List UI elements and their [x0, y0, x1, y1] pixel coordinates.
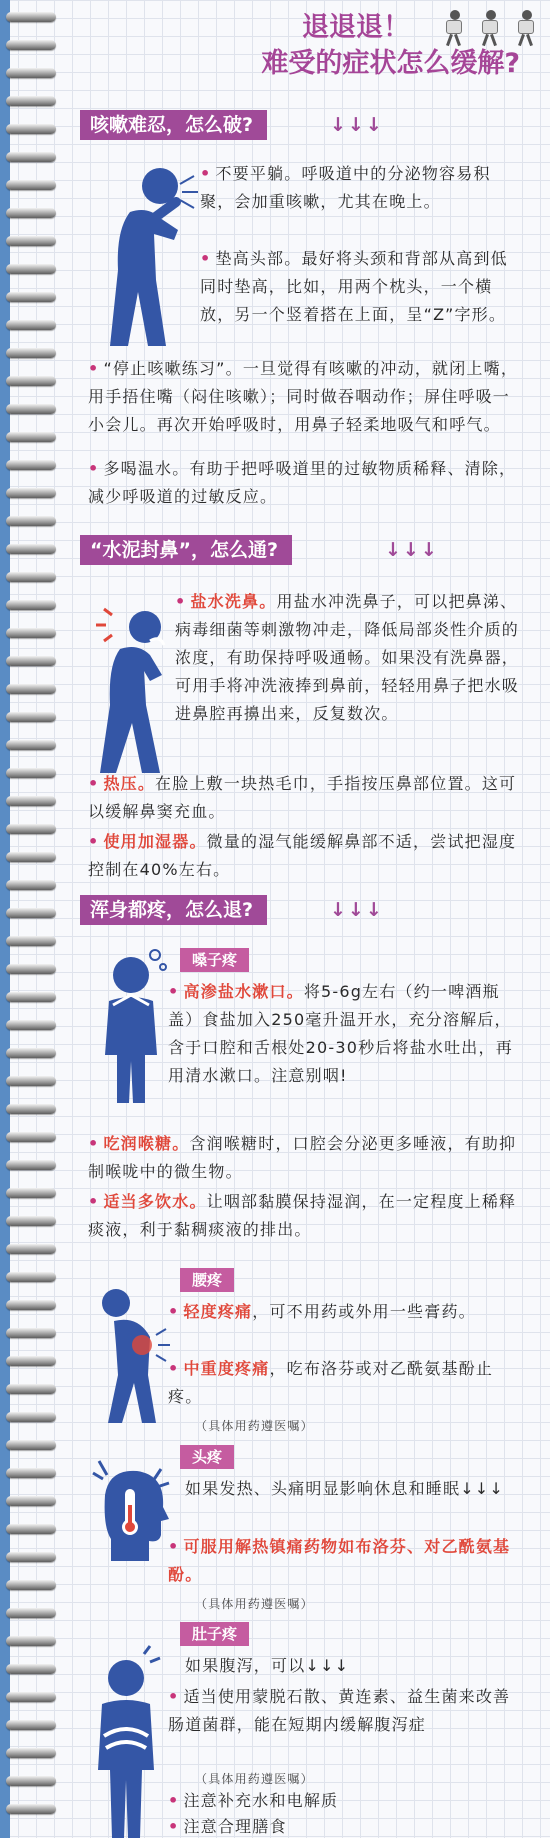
head-tip-medication-text: 可服用解热镇痛药物如布洛芬、对乙酰氨基酚。 — [168, 1537, 511, 1584]
throat-tip-saline-gargle-title: 高渗盐水漱口。 — [183, 982, 304, 1001]
throat-tip-saline-gargle: • 高渗盐水漱口。将5-6g左右（约一啤酒瓶盖）食盐加入250毫升温开水，充分溶解后，含于口腔和舌根处20-30秒后将盐水吐出，再用清水漱口。注意别咽! — [168, 982, 513, 1085]
binding-ring — [6, 432, 56, 442]
binding-ring — [6, 936, 56, 946]
subsection-label-throat: 嗓子疼 — [180, 948, 249, 972]
cough-tip-elevate-head: • 垫高头部。最好将头颈和背部从高到低同时垫高，比如，用两个枕头，一个横放，另一个竖着搭在上面，呈“Z”字形。 — [200, 249, 508, 324]
binding-ring — [6, 12, 56, 22]
throat-tip-drink-water-title: 适当多饮水。 — [103, 1192, 207, 1211]
binding-ring — [6, 1356, 56, 1366]
belly-medication-note: （具体用药遵医嘱） — [195, 1772, 314, 1786]
binding-ring — [6, 404, 56, 414]
cough-tip-warm-water-text: 多喝温水。有助于把呼吸道里的过敏物质稀释、清除，减少呼吸道的过敏反应。 — [88, 459, 517, 506]
runner-icon — [440, 10, 468, 46]
runner-icon — [512, 10, 540, 46]
blowing-nose-person-icon — [90, 605, 185, 775]
binding-ring — [6, 208, 56, 218]
nose-tip-saline-rinse-text: 用盐水冲洗鼻子，可以把鼻涕、病毒细菌等刺激物冲走，降低局部炎性介质的浓度，有助保持呼吸通畅。如果没有洗鼻器，可用手将冲洗液捧到鼻前，轻轻用鼻子把水吸进鼻腔再擤出来，反复数次。 — [175, 592, 520, 723]
binding-ring — [6, 1776, 56, 1786]
binding-ring — [6, 348, 56, 358]
binding-ring — [6, 460, 56, 470]
binding-ring — [6, 488, 56, 498]
binding-ring — [6, 96, 56, 106]
binding-ring — [6, 40, 56, 50]
belly-tip-diet: • 注意合理膳食 — [168, 1817, 287, 1836]
throat-tip-saline-gargle-text: 将5-6g左右（约一啤酒瓶盖）食盐加入250毫升温开水，充分溶解后，含于口腔和舌根处20-30秒后将盐水吐出，再用清水漱口。注意别咽! — [168, 982, 513, 1085]
binding-ring — [6, 1076, 56, 1086]
throat-tip-lozenge: • 吃润喉糖。含润喉糖时，口腔会分泌更多唾液，有助抑制喉咙中的微生物。 — [88, 1134, 517, 1181]
sore-throat-person-icon — [95, 945, 170, 1105]
throat-tip-drink-water-text: 让咽部黏膜保持湿润，在一定程度上稀释痰液，利于黏稠痰液的排出。 — [88, 1192, 517, 1239]
section-banner-cough: 咳嗽难忍，怎么破? — [80, 110, 267, 140]
binding-ring — [6, 1104, 56, 1114]
binding-ring — [6, 1524, 56, 1534]
back-tip-mild-text: ，可不用药或外用一些膏药。 — [252, 1302, 476, 1321]
down-arrows-icon: ↓↓↓ — [330, 899, 384, 921]
cough-tip-stop-practice-text: “停止咳嗽练习”。一旦觉得有咳嗽的冲动，就闭上嘴，用手捂住嘴（闷住咳嗽）；同时做吞咽动作；屏住呼吸一小会儿。再次开始呼吸时，用鼻子轻柔地吸气和呼气。 — [88, 359, 519, 434]
binding-ring — [6, 544, 56, 554]
binding-ring — [6, 68, 56, 78]
binding-ring — [6, 1608, 56, 1618]
binding-ring — [6, 1468, 56, 1478]
runner-icon — [476, 10, 504, 46]
nose-tip-humidifier-title: 使用加湿器。 — [103, 832, 207, 851]
binding-ring — [6, 768, 56, 778]
down-arrows-icon: ↓↓↓ — [385, 539, 439, 561]
belly-tip-diet-text: 注意合理膳食 — [183, 1817, 287, 1836]
title-line2: 难受的症状怎么缓解? — [261, 48, 520, 79]
head-tip-condition: 如果发热、头痛明显影响休息和睡眠↓↓↓ — [185, 1479, 505, 1498]
nose-tip-hot-compress-title: 热压。 — [103, 774, 156, 793]
subsection-label-back: 腰疼 — [180, 1268, 234, 1292]
belly-tip-hydration-text: 注意补充水和电解质 — [183, 1791, 339, 1810]
cough-tip-elevate-head-text: 垫高头部。最好将头颈和背部从高到低同时垫高，比如，用两个枕头，一个横放，另一个竖着搭在上面，呈“Z”字形。 — [200, 249, 508, 324]
binding-ring — [6, 1664, 56, 1674]
nose-tip-saline-rinse: • 盐水洗鼻。用盐水冲洗鼻子，可以把鼻涕、病毒细菌等刺激物冲走，降低局部炎性介质的浓度，有助保持呼吸通畅。如果没有洗鼻器，可用手将冲洗液捧到鼻前，轻轻用鼻子把水吸进鼻腔再擤出来，反复数次。 — [175, 592, 520, 723]
binding-ring — [6, 1048, 56, 1058]
head-tip-medication: • 可服用解热镇痛药物如布洛芬、对乙酰氨基酚。 — [168, 1537, 511, 1584]
title-line1: 退退退！ — [302, 12, 410, 43]
binding-ring — [6, 1748, 56, 1758]
binding-ring — [6, 1384, 56, 1394]
binding-ring — [6, 1188, 56, 1198]
binding-ring — [6, 320, 56, 330]
belly-tip-medication-text: 适当使用蒙脱石散、黄连素、益生菌来改善肠道菌群，能在短期内缓解腹泻症 — [168, 1687, 511, 1734]
binding-ring — [6, 152, 56, 162]
binding-ring — [6, 964, 56, 974]
binding-ring — [6, 1440, 56, 1450]
running-figures — [440, 10, 540, 46]
nose-tip-hot-compress: • 热压。在脸上敷一块热毛巾，手指按压鼻部位置。这可以缓解鼻窦充血。 — [88, 774, 517, 821]
cough-tip-stop-practice: • “停止咳嗽练习”。一旦觉得有咳嗽的冲动，就闭上嘴，用手捂住嘴（闷住咳嗽）；同时做吞咽动作；屏住呼吸一小会儿。再次开始呼吸时，用鼻子轻柔地吸气和呼气。 — [88, 359, 519, 434]
binding-ring — [6, 1216, 56, 1226]
back-tip-moderate-title: 中重度疼痛 — [183, 1359, 270, 1378]
binding-ring — [6, 236, 56, 246]
subsection-label-head: 头疼 — [180, 1445, 234, 1469]
binding-ring — [6, 516, 56, 526]
binding-ring — [6, 1244, 56, 1254]
headache-head-icon — [85, 1455, 175, 1565]
binding-ring — [6, 1804, 56, 1814]
cough-tip-lie-flat-text: 不要平躺。呼吸道中的分泌物容易积聚，会加重咳嗽，尤其在晚上。 — [200, 164, 491, 211]
subsection-label-belly: 肚子疼 — [180, 1622, 249, 1646]
binding-ring — [6, 1020, 56, 1030]
binding-ring — [6, 1160, 56, 1170]
binding-ring — [6, 656, 56, 666]
stomachache-person-icon — [90, 1640, 170, 1838]
binding-ring — [6, 992, 56, 1002]
binding-ring — [6, 124, 56, 134]
belly-tip-hydration: • 注意补充水和电解质 — [168, 1791, 339, 1810]
binding-ring — [6, 1132, 56, 1142]
cough-tip-warm-water: • 多喝温水。有助于把呼吸道里的过敏物质稀释、清除，减少呼吸道的过敏反应。 — [88, 459, 517, 506]
nose-tip-humidifier-text: 微量的湿气能缓解鼻部不适，尝试把湿度控制在40%左右。 — [88, 832, 517, 879]
binding-ring — [6, 376, 56, 386]
binding-ring — [6, 572, 56, 582]
cough-tip-lie-flat: • 不要平躺。呼吸道中的分泌物容易积聚，会加重咳嗽，尤其在晚上。 — [200, 164, 491, 211]
notebook-spine — [0, 0, 64, 1838]
binding-ring — [6, 1412, 56, 1422]
binding-ring — [6, 852, 56, 862]
belly-tip-medication: • 适当使用蒙脱石散、黄连素、益生菌来改善肠道菌群，能在短期内缓解腹泻症 — [168, 1687, 511, 1734]
binding-ring — [6, 1692, 56, 1702]
binding-ring — [6, 180, 56, 190]
binding-ring — [6, 1720, 56, 1730]
back-tip-mild: • 轻度疼痛，可不用药或外用一些膏药。 — [168, 1302, 476, 1321]
back-medication-note: （具体用药遵医嘱） — [195, 1419, 314, 1433]
binding-ring — [6, 264, 56, 274]
binding-ring — [6, 1272, 56, 1282]
binding-ring — [6, 1300, 56, 1310]
binding-ring — [6, 796, 56, 806]
binding-ring — [6, 600, 56, 610]
binding-ring — [6, 684, 56, 694]
nose-tip-saline-rinse-title: 盐水洗鼻。 — [190, 592, 277, 611]
throat-tip-lozenge-title: 吃润喉糖。 — [103, 1134, 190, 1153]
coughing-person-icon — [90, 160, 200, 350]
back-tip-mild-title: 轻度疼痛 — [183, 1302, 253, 1321]
binding-ring — [6, 292, 56, 302]
back-tip-moderate: • 中重度疼痛，吃布洛芬或对乙酰氨基酚止疼。 — [168, 1359, 494, 1406]
head-medication-note: （具体用药遵医嘱） — [195, 1597, 314, 1611]
binding-ring — [6, 908, 56, 918]
throat-tip-drink-water: • 适当多饮水。让咽部黏膜保持湿润，在一定程度上稀释痰液，利于黏稠痰液的排出。 — [88, 1192, 517, 1239]
binding-ring — [6, 1552, 56, 1562]
back-tip-moderate-text: ，吃布洛芬或对乙酰氨基酚止疼。 — [168, 1359, 494, 1406]
binding-ring — [6, 824, 56, 834]
binding-ring — [6, 628, 56, 638]
binding-ring — [6, 1328, 56, 1338]
binding-ring — [6, 712, 56, 722]
nose-tip-humidifier: • 使用加湿器。微量的湿气能缓解鼻部不适，尝试把湿度控制在40%左右。 — [88, 832, 517, 879]
section-banner-pain: 浑身都疼，怎么退? — [80, 895, 267, 925]
binding-ring — [6, 880, 56, 890]
down-arrows-icon: ↓↓↓ — [330, 114, 384, 136]
binding-ring — [6, 1580, 56, 1590]
binding-ring — [6, 740, 56, 750]
binding-ring — [6, 1636, 56, 1646]
throat-tip-lozenge-text: 含润喉糖时，口腔会分泌更多唾液，有助抑制喉咙中的微生物。 — [88, 1134, 517, 1181]
belly-tip-condition: 如果腹泻，可以↓↓↓ — [185, 1656, 350, 1675]
binding-ring — [6, 1496, 56, 1506]
section-banner-nose: “水泥封鼻”，怎么通? — [80, 535, 292, 565]
back-pain-person-icon — [90, 1285, 180, 1425]
nose-tip-hot-compress-text: 在脸上敷一块热毛巾，手指按压鼻部位置。这可以缓解鼻窦充血。 — [88, 774, 517, 821]
